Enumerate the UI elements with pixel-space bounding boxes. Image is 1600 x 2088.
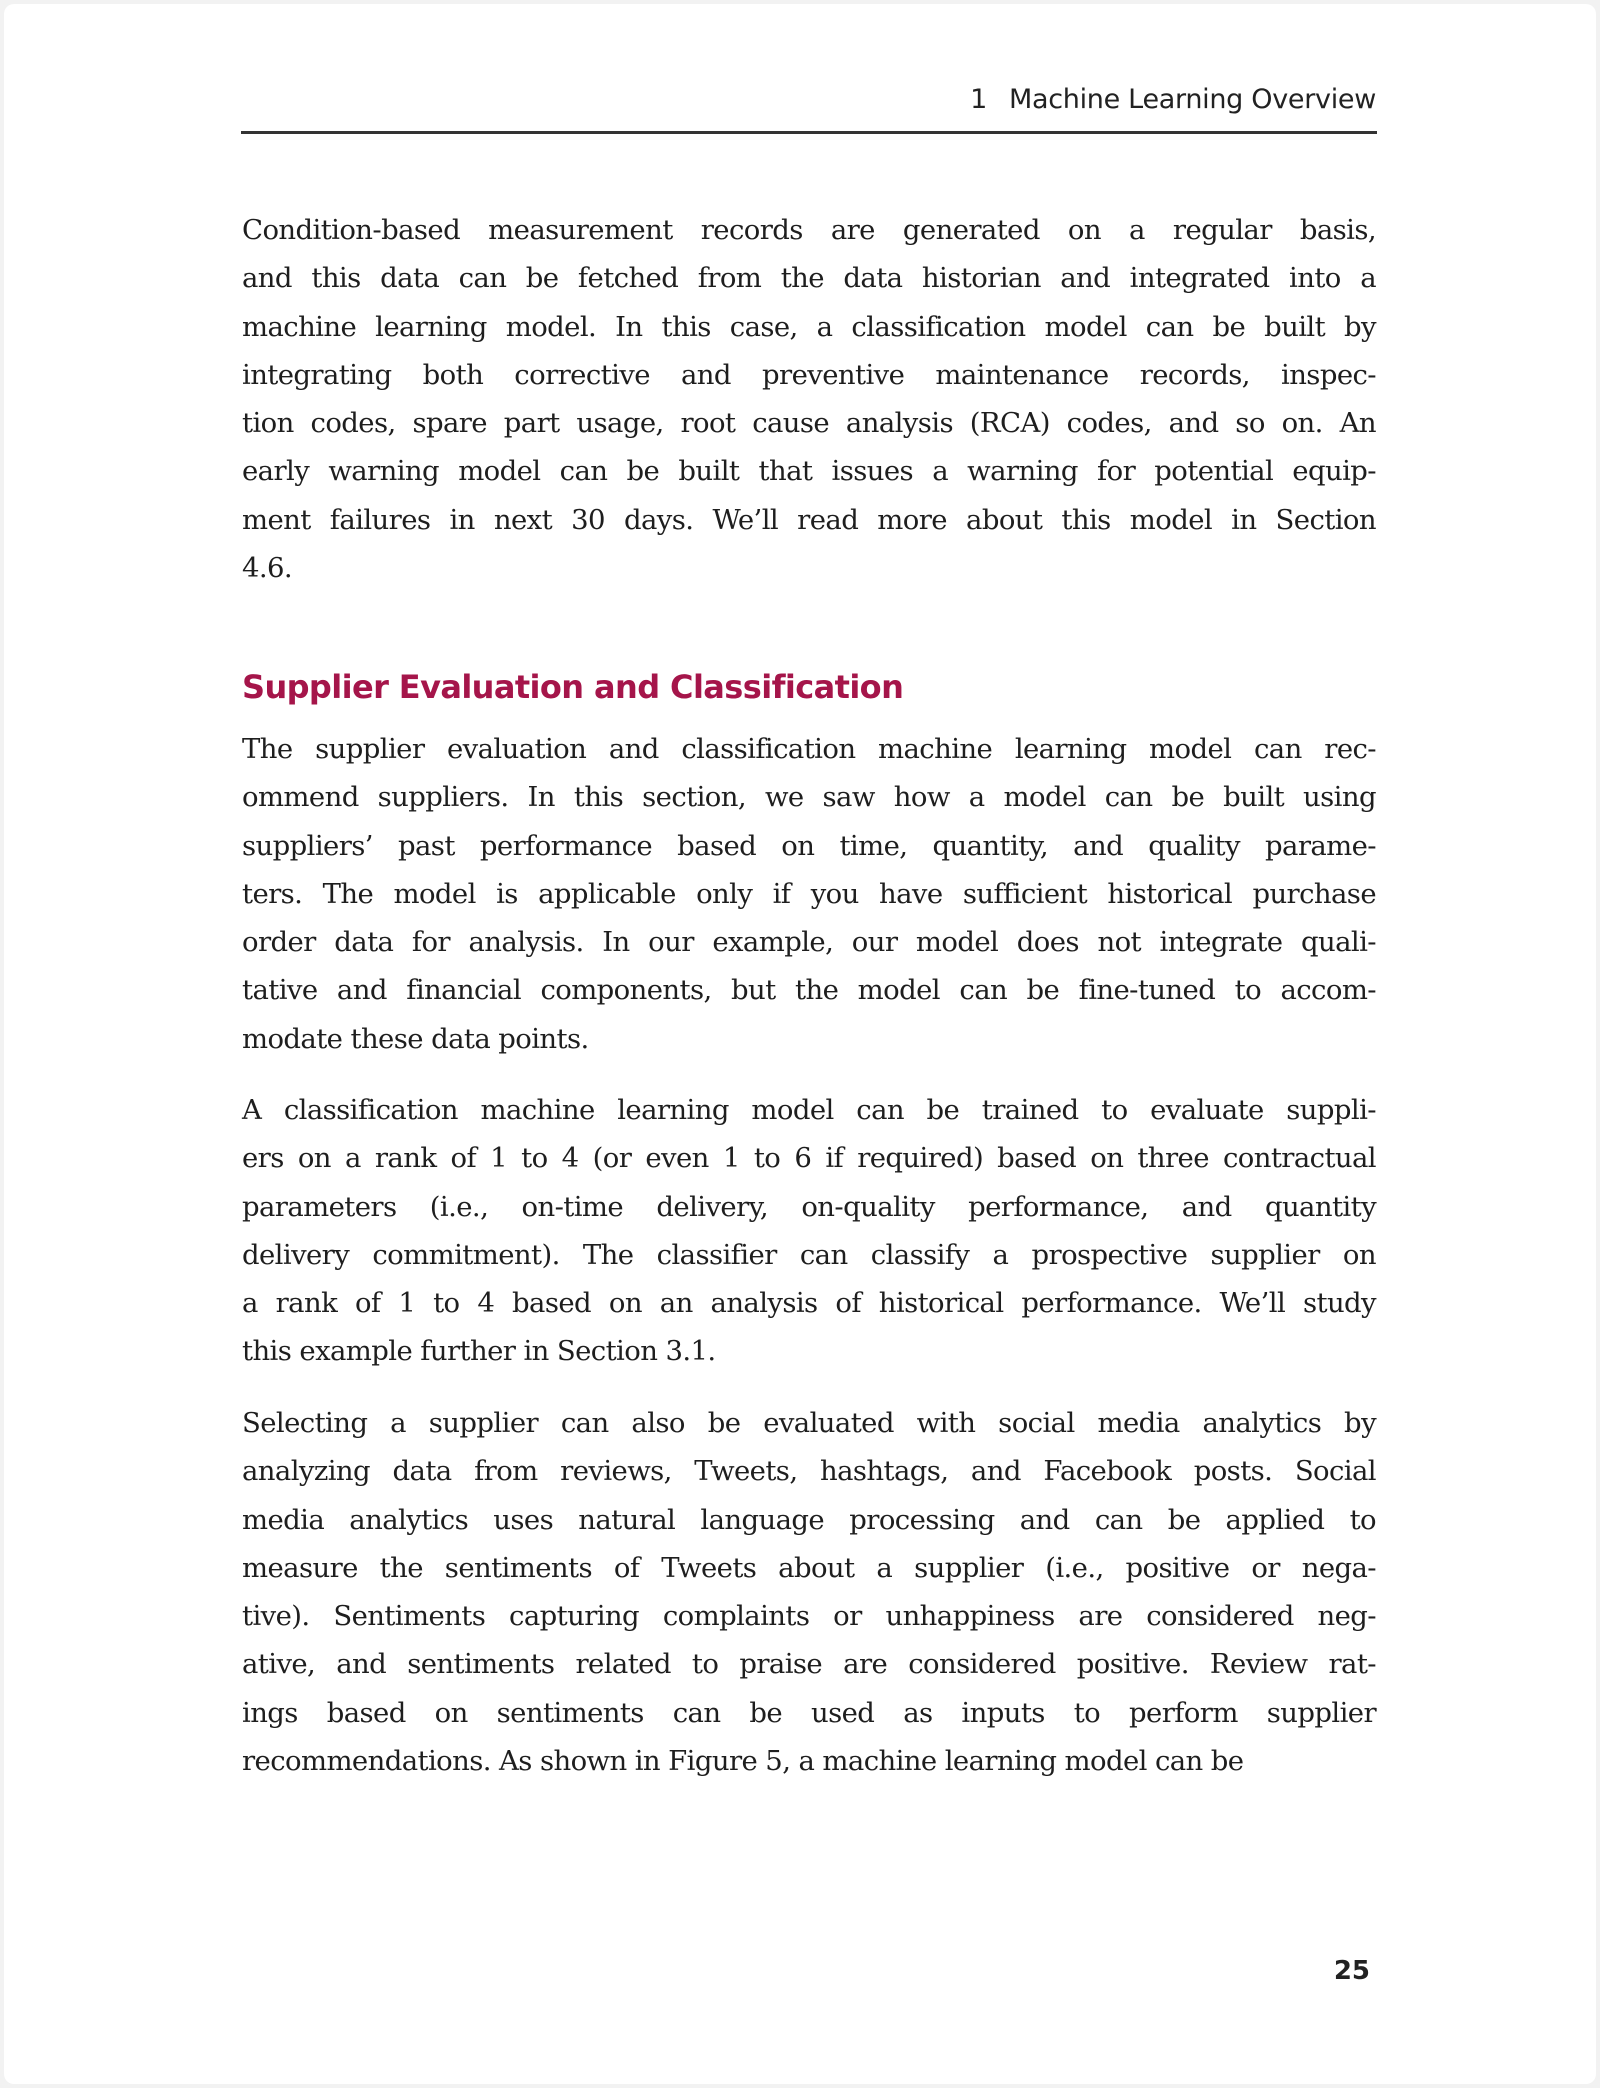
- text-line: modate these data points.: [242, 1022, 589, 1055]
- text-line: this example further in Section 3.1.: [242, 1335, 716, 1368]
- text-line: Condition-based measurement records are generated on a regular basis,: [242, 214, 1376, 246]
- text-line: A classification machine learning model can be trained to evaluate suppli-: [242, 1094, 1376, 1126]
- page-number: 25: [1333, 1956, 1370, 1986]
- text-line: integrating both corrective and preventive maintenance records, inspec-: [242, 358, 1376, 391]
- text-line: tive). Sentiments capturing complaints or unhappiness are considered neg-: [242, 1600, 1376, 1633]
- text-line: ters. The model is applicable only if you have sufficient historical purchase: [242, 877, 1376, 910]
- text-line: analyzing data from reviews, Tweets, hashtags, and Facebook posts. Social: [242, 1455, 1376, 1488]
- text-line: a rank of 1 to 4 based on an analysis of historical performance. We’ll study: [242, 1287, 1376, 1320]
- text-line: Selecting a supplier can also be evaluated with social media analytics by: [242, 1407, 1376, 1439]
- text-line: early warning model can be built that issues a warning for potential equip-: [242, 455, 1376, 488]
- book-page: [4, 4, 1596, 2084]
- text-line: The supplier evaluation and classification machine learning model can rec-: [242, 733, 1376, 765]
- chapter-number: 1: [970, 84, 987, 115]
- text-line: and this data can be fetched from the data historian and integrated into a: [242, 262, 1376, 295]
- text-line: ment failures in next 30 days. We’ll read more about this model in Section: [242, 503, 1376, 536]
- paragraph: [242, 206, 1376, 592]
- text-line: measure the sentiments of Tweets about a supplier (i.e., positive or nega-: [242, 1551, 1376, 1584]
- text-line: ers on a rank of 1 to 4 (or even 1 to 6 if required) based on three contractual: [242, 1142, 1376, 1175]
- text-line: ings based on sentiments can be used as inputs to perform supplier: [242, 1696, 1376, 1729]
- header-rule: [241, 131, 1377, 134]
- paragraph: [242, 1399, 1376, 1785]
- text-line: machine learning model. In this case, a classification model can be built by: [242, 310, 1376, 343]
- paragraph: [242, 725, 1376, 1063]
- text-line: delivery commitment). The classifier can classify a prospective supplier on: [242, 1238, 1376, 1271]
- text-line: ommend suppliers. In this section, we saw how a model can be built using: [242, 781, 1376, 814]
- chapter-title: Machine Learning Overview: [1008, 84, 1376, 115]
- running-header: [242, 84, 1376, 115]
- text-line: tative and financial components, but the model can be fine-tuned to accom-: [242, 974, 1376, 1007]
- text-line: tion codes, spare part usage, root cause analysis (RCA) codes, and so on. An: [242, 407, 1376, 440]
- paragraph: [242, 1086, 1376, 1376]
- text-line: 4.6.: [242, 552, 293, 585]
- text-line: recommendations. As shown in Figure 5, a machine learning model can be: [242, 1745, 1244, 1778]
- text-line: media analytics uses natural language processing and can be applied to: [242, 1503, 1376, 1536]
- section-heading: Supplier Evaluation and Classification: [242, 668, 904, 706]
- text-line: order data for analysis. In our example, our model does not integrate quali-: [242, 926, 1376, 959]
- text-line: parameters (i.e., on-time delivery, on-quality performance, and quantity: [242, 1190, 1376, 1223]
- text-line: ative, and sentiments related to praise are considered positive. Review rat-: [242, 1648, 1376, 1681]
- text-line: suppliers’ past performance based on time, quantity, and quality parame-: [242, 829, 1376, 862]
